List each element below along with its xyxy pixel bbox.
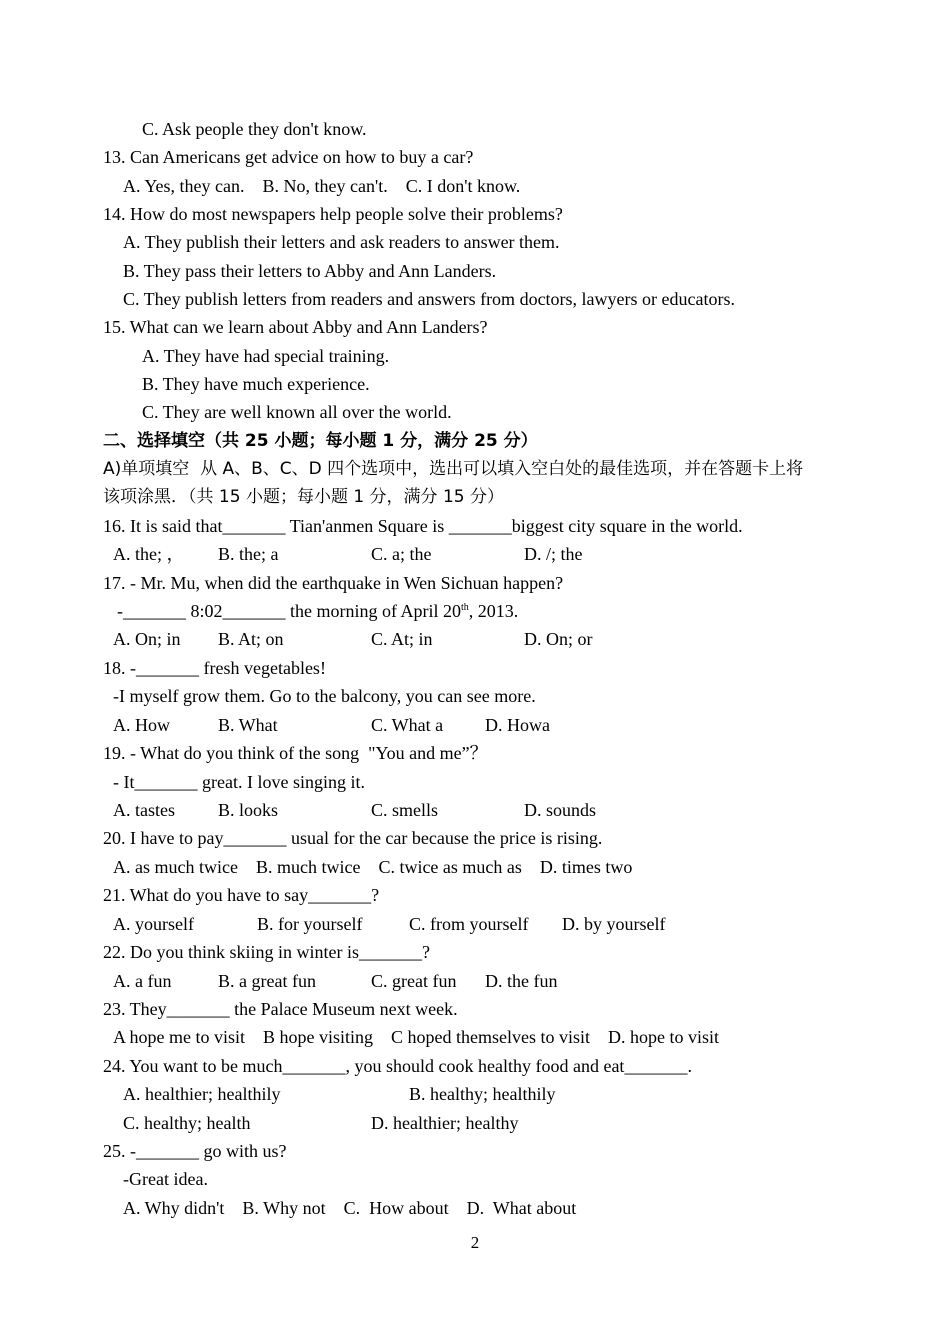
q16-option-a: A. the; ，: [113, 544, 185, 564]
q18-option-b: B. What: [218, 715, 278, 735]
q14-option-a: A. They publish their letters and ask readers to answer them.: [123, 232, 560, 252]
section-heading: 二、选择填空（共 25 小题；每小题 1 分，满分 25 分）: [103, 431, 538, 451]
q23-question: 23. They_______ the Palace Museum next week.: [103, 999, 458, 1019]
q15-question: 15. What can we learn about Abby and Ann Landers?: [103, 317, 488, 337]
q21-option-a: A. yourself: [113, 914, 194, 934]
q20-options: A. as much twice B. much twice C. twice as much as D. times two: [113, 857, 633, 877]
q18-reply: -I myself grow them. Go to the balcony, you can see more.: [113, 686, 536, 706]
q24-option-c: C. healthy; health: [123, 1113, 251, 1133]
q17-option-b: B. At; on: [218, 629, 284, 649]
q13-question: 13. Can Americans get advice on how to buy a car?: [103, 147, 474, 167]
q19-reply: - It_______ great. I love singing it.: [113, 772, 365, 792]
q22-question: 22. Do you think skiing in winter is_______?: [103, 942, 430, 962]
q17-superscript: th: [460, 602, 469, 613]
q19-option-d: D. sounds: [524, 800, 597, 820]
q21-option-b: B. for yourself: [257, 914, 363, 934]
q12-option-c: C. Ask people they don't know.: [142, 119, 367, 139]
q17-option-c: C. At; in: [371, 629, 433, 649]
q16-option-b: B. the; a: [218, 544, 279, 564]
q15-option-a: A. They have had special training.: [142, 346, 390, 366]
q22-option-c: C. great fun: [371, 971, 457, 991]
q15-option-b: B. They have much experience.: [142, 374, 370, 394]
q21-question: 21. What do you have to say_______?: [103, 885, 380, 905]
q18-option-a: A. How: [113, 715, 170, 735]
section-instructions-line2: 该项涂黑．（共 15 小题；每小题 1 分，满分 15 分）: [103, 487, 505, 507]
q14-option-b: B. They pass their letters to Abby and Ann Landers.: [123, 261, 497, 281]
q25-reply: -Great idea.: [123, 1169, 208, 1189]
section-instructions-line1: A)单项填空 从 A、B、C、D 四个选项中，选出可以填入空白处的最佳选项，并在答题卡上将: [103, 459, 804, 479]
q17-answer-text: -_______ 8:02_______ the morning of April 20: [117, 601, 461, 621]
q19-option-b: B. looks: [218, 800, 279, 820]
q17-option-a: A. On; in: [113, 629, 181, 649]
q19-option-c: C. smells: [371, 800, 439, 820]
q17-question: 17. - Mr. Mu, when did the earthquake in Wen Sichuan happen?: [103, 573, 564, 593]
q14-question: 14. How do most newspapers help people solve their problems?: [103, 204, 563, 224]
q24-option-d: D. healthier; healthy: [371, 1113, 519, 1133]
q20-question: 20. I have to pay_______ usual for the car because the price is rising.: [103, 828, 603, 848]
q23-options: A hope me to visit B hope visiting C hoped themselves to visit D. hope to visit: [113, 1027, 719, 1047]
q24-option-b: B. healthy; healthily: [409, 1084, 556, 1104]
q17-answer-line: [117, 599, 518, 623]
q18-option-d: D. Howa: [485, 715, 550, 735]
q19-option-a: A. tastes: [113, 800, 175, 820]
q19-question: 19. - What do you think of the song "You and me”？: [103, 743, 488, 763]
q18-question: 18. -_______ fresh vegetables!: [103, 658, 326, 678]
q16-question: 16. It is said that_______ Tian'anmen Square is _______biggest city square in the world.: [103, 516, 743, 536]
q16-option-d: D. /; the: [524, 544, 583, 564]
q13-options: A. Yes, they can. B. No, they can't. C. I don't know.: [123, 176, 521, 196]
q25-question: 25. -_______ go with us?: [103, 1141, 287, 1161]
q24-option-a: A. healthier; healthily: [123, 1084, 281, 1104]
q17-option-d: D. On; or: [524, 629, 593, 649]
q22-option-d: D. the fun: [485, 971, 558, 991]
q25-options: A. Why didn't B. Why not C. How about D. What about: [123, 1198, 577, 1218]
q15-option-c: C. They are well known all over the world.: [142, 402, 452, 422]
q14-option-c: C. They publish letters from readers and answers from doctors, lawyers or educators.: [123, 289, 735, 309]
q16-option-c: C. a; the: [371, 544, 432, 564]
q22-option-b: B. a great fun: [218, 971, 316, 991]
q21-option-d: D. by yourself: [562, 914, 666, 934]
q24-question: 24. You want to be much_______, you should cook healthy food and eat_______.: [103, 1056, 692, 1076]
q22-option-a: A. a fun: [113, 971, 172, 991]
page-number: 2: [470, 1233, 480, 1252]
q17-answer-year: , 2013.: [468, 601, 519, 621]
q21-option-c: C. from yourself: [409, 914, 529, 934]
q18-option-c: C. What a: [371, 715, 444, 735]
